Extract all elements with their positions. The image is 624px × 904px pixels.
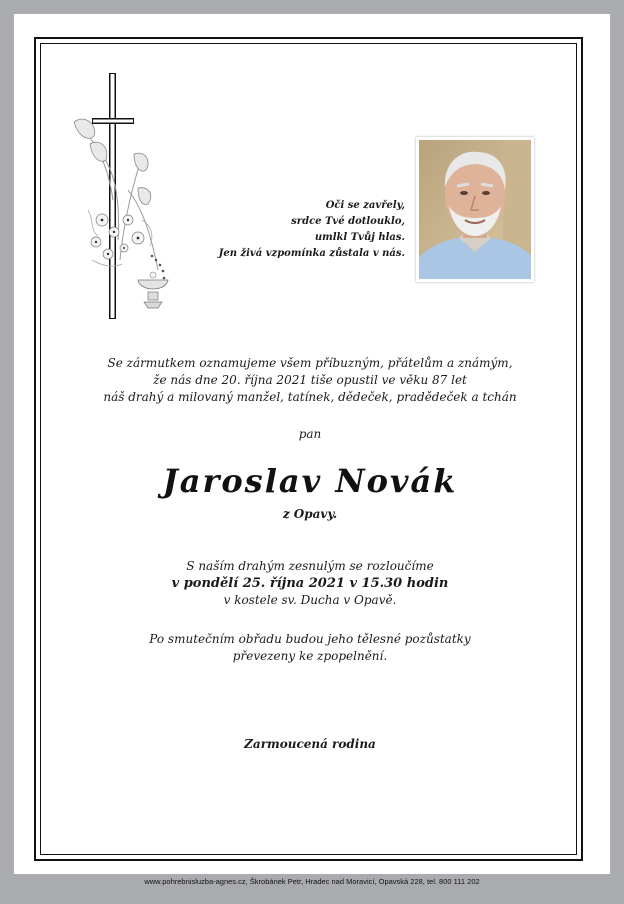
funeral-details bbox=[40, 558, 580, 609]
cross-with-lilies-icon bbox=[68, 70, 188, 322]
poem-line: umlkl Tvůj hlas. bbox=[314, 232, 405, 243]
portrait-image bbox=[419, 140, 531, 279]
poem-line: Oči se zavřely, bbox=[325, 200, 405, 211]
funeral-datetime: v pondělí 25. října 2021 v 15.30 hodin bbox=[171, 576, 449, 591]
funeral-service-footer: www.pohrebnisluzba-agnes.cz, Škrobánek Petr, Hradec nad Moravicí, Opavská 228, tel. 800 111 202 bbox=[144, 877, 480, 886]
honorific: pan bbox=[298, 427, 322, 441]
poem-line: srdce Tvé dotlouklo, bbox=[291, 216, 405, 227]
farewell-intro: S naším drahým zesnulým se rozloučíme bbox=[186, 559, 434, 573]
announcement-line: náš drahý a milovaný manžel, tatínek, dědeček, pradědeček a tchán bbox=[103, 390, 517, 404]
announcement-line: Se zármutkem oznamujeme všem příbuzným, přátelům a známým, bbox=[107, 356, 513, 370]
death-announcement bbox=[40, 355, 580, 406]
announcement-line: že nás dne 20. října 2021 tiše opustil ve věku 87 let bbox=[153, 373, 467, 387]
poem-line: Jen živá vzpomínka zůstala v nás. bbox=[218, 248, 405, 259]
memorial-poem bbox=[205, 198, 405, 262]
family-signature: Zarmoucená rodina bbox=[244, 737, 376, 751]
deceased-origin: z Opavy. bbox=[282, 507, 338, 521]
cremation-note bbox=[40, 631, 580, 665]
deceased-name: Jaroslav Novák bbox=[162, 462, 458, 500]
portrait-photo bbox=[416, 137, 534, 282]
cremation-line: převezeny ke zpopelnění. bbox=[232, 649, 388, 663]
cremation-line: Po smutečním obřadu budou jeho tělesné pozůstatky bbox=[149, 632, 471, 646]
funeral-place: v kostele sv. Ducha v Opavě. bbox=[223, 593, 397, 607]
